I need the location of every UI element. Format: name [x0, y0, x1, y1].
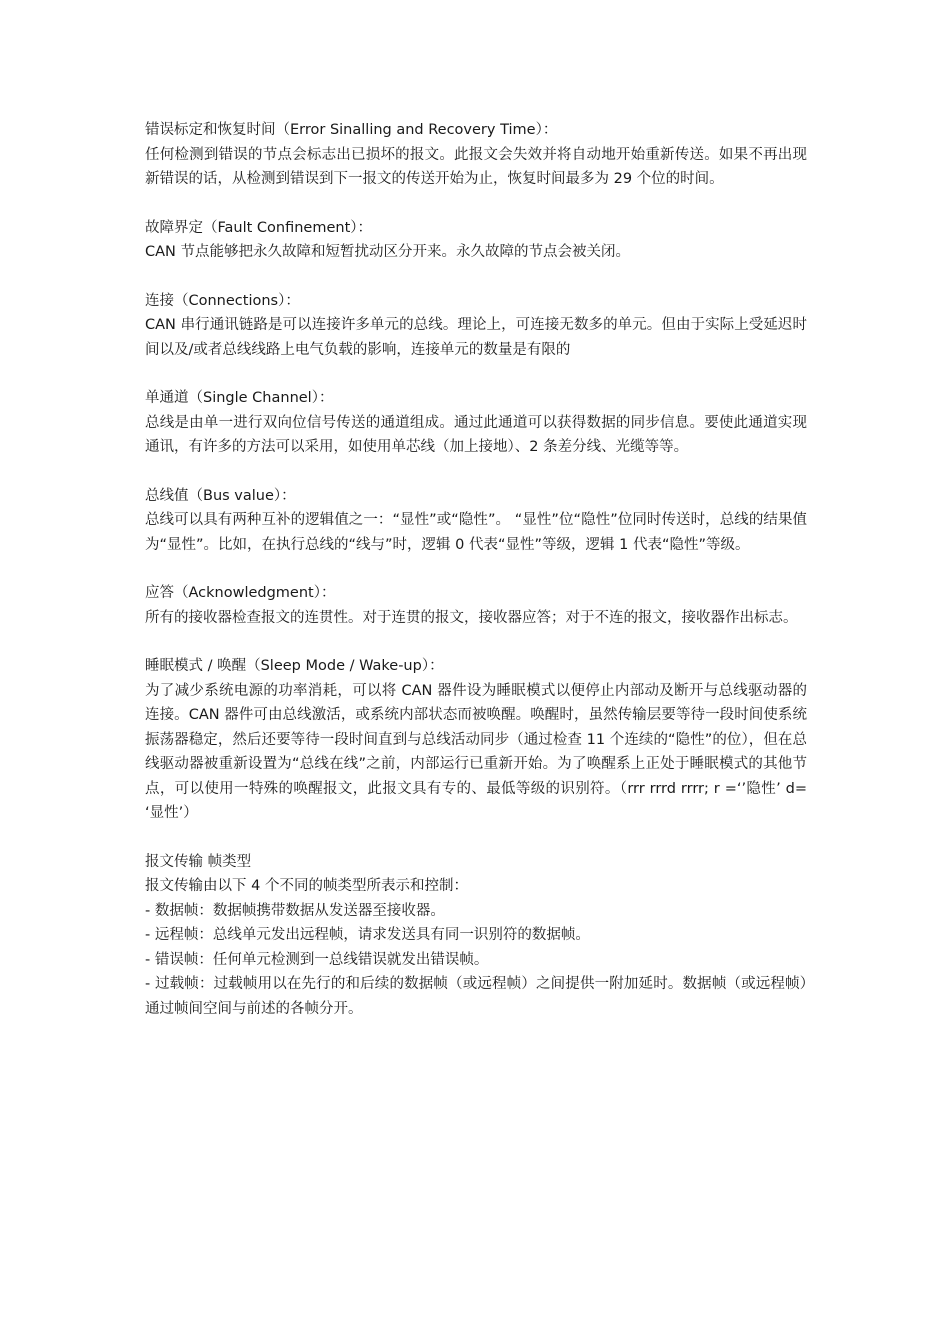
section-heading: 报文传输 帧类型 — [145, 853, 252, 870]
list-item-error-frame: - 错误帧：任何单元检测到一总线错误就发出错误帧。 — [145, 951, 489, 968]
section-heading: 连接（Connections）： — [145, 292, 300, 309]
section-frame-types — [145, 850, 807, 1022]
section-heading: 单通道（Single Channel）： — [145, 390, 334, 406]
section-body: 任何检测到错误的节点会标志出已损坏的报文。此报文会失效并将自动地开始重新传送。如果不再出现新错误的话，从检测到错误到下一报文的传送开始为止，恢复时间最多为 29 个位的时间。 — [145, 146, 807, 187]
section-heading: 故障界定（Fault Confinement）： — [145, 219, 373, 236]
section-heading: 睡眠模式 / 唤醒（Sleep Mode / Wake-up）： — [145, 658, 444, 674]
list-item-overload-frame: - 过载帧：过载帧用以在先行的和后续的数据帧（或远程帧）之间提供一附加延时。数据帧（或远程帧）通过帧间空间与前述的各帧分开。 — [145, 976, 807, 1017]
section-bus-value — [145, 484, 807, 558]
section-heading: 错误标定和恢复时间（Error Sinalling and Recovery Time）： — [145, 122, 558, 138]
section-heading: 总线值（Bus value）： — [145, 487, 296, 504]
section-body: 为了减少系统电源的功率消耗，可以将 CAN 器件设为睡眠模式以便停止内部动及断开与总线驱动器的连接。CAN 器件可由总线激活，或系统内部状态而被唤醒。唤醒时，虽然传输层要等待一段时间使系统振荡器稳定，然后还要等待一段时间直到与总线活动同步（通过检查 11 个连续的“隐性”的位），但在总线驱动器被重新设置为“总线在线”之前，内部运行已重新开始。为了唤醒系上正处于睡眠模式的其他节点，可以使用一特殊的唤醒报文，此报文具有专的、最低等级的识别符。（rrr rrrd rrrr; r =‘’隐性’ d= ‘显性’） — [145, 682, 807, 821]
section-connections — [145, 289, 807, 363]
section-single-channel — [145, 386, 807, 460]
section-body: 所有的接收器检查报文的连贯性。对于连贯的报文，接收器应答；对于不连的报文，接收器作出标志。 — [145, 609, 798, 626]
list-item-remote-frame: - 远程帧：总线单元发出远程帧，请求发送具有同一识别符的数据帧。 — [145, 927, 590, 943]
document-page — [145, 118, 807, 1045]
section-body: 总线可以具有两种互补的逻辑值之一：“显性”或“隐性”。 “显性”位“隐性”位同时传送时，总线的结果值为“显性”。比如，在执行总线的“线与”时，逻辑 0 代表“显性”等级，逻辑 1 代表“隐性”等级。 — [145, 512, 807, 553]
section-intro: 报文传输由以下 4 个不同的帧类型所表示和控制： — [145, 878, 468, 894]
section-sleep-wakeup — [145, 654, 807, 826]
section-body: CAN 串行通讯链路是可以连接许多单元的总线。理论上，可连接无数多的单元。但由于实际上受延迟时间以及/或者总线线路上电气负载的影响，连接单元的数量是有限的 — [145, 317, 807, 358]
section-heading: 应答（Acknowledgment）： — [145, 585, 336, 601]
section-fault-confinement — [145, 216, 807, 265]
section-error-signalling — [145, 118, 807, 192]
section-body: CAN 节点能够把永久故障和短暂扰动区分开来。永久故障的节点会被关闭。 — [145, 244, 630, 260]
section-body: 总线是由单一进行双向位信号传送的通道组成。通过此通道可以获得数据的同步信息。要使此通道实现通讯，有许多的方法可以采用，如使用单芯线（加上接地）、2 条差分线、光缆等等。 — [145, 414, 807, 455]
list-item-data-frame: - 数据帧：数据帧携带数据从发送器至接收器。 — [145, 902, 445, 919]
section-acknowledgment — [145, 581, 807, 630]
